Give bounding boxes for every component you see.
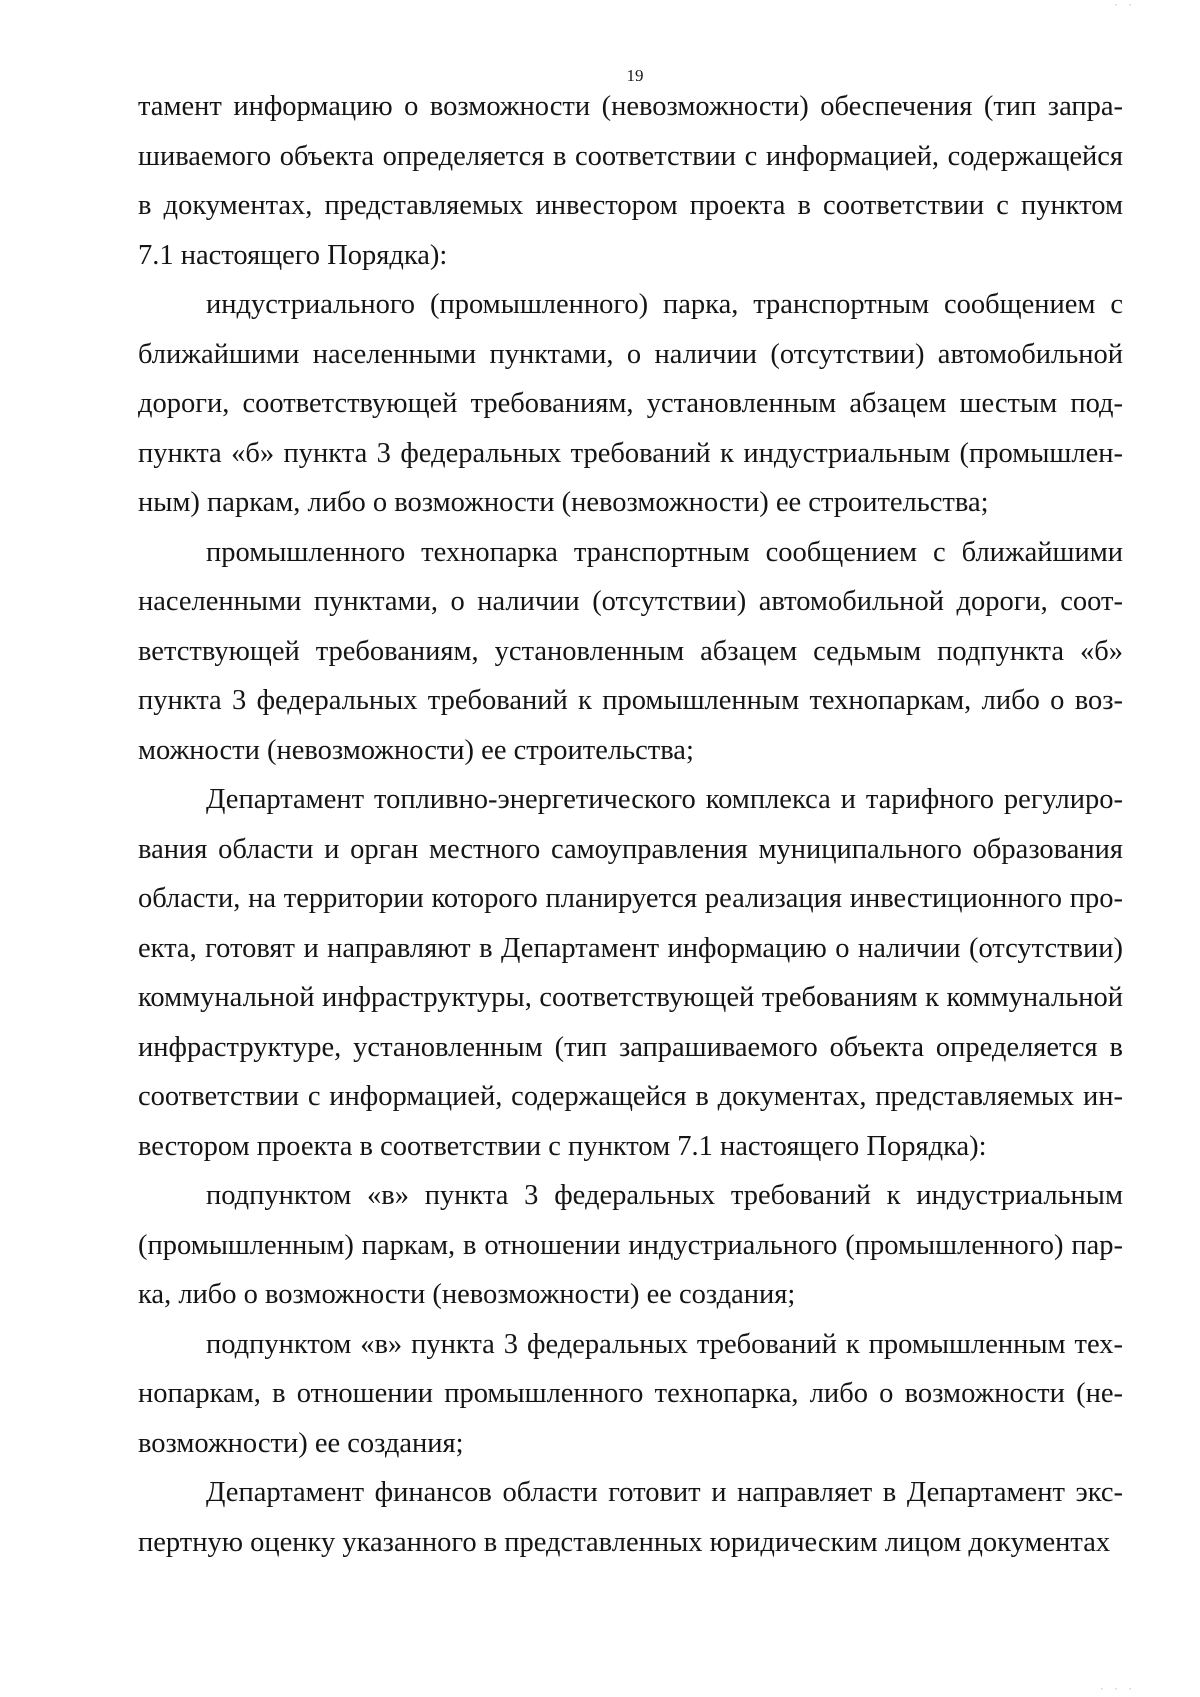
page-number: 19: [626, 66, 644, 85]
paragraph-continuation: тамент информацию о возможности (невозможности) обеспечения (тип запрашиваемого объекта определяется в соответствии с информацией, содержащейся в документах, представляемых инвестором проекта в соответствии с пунктом 7.1 настоящего Порядка):: [138, 91, 1123, 271]
paragraph-technopark-utilities: подпунктом «в» пункта 3 федеральных требований к промышленным технопаркам, в отношении промышленного технопарка, либо о возможности (невозможности) ее создания;: [138, 1328, 1123, 1459]
page-body: [138, 82, 1123, 1567]
paragraph-finance-department: Департамент финансов области готовит и направляет в Департамент экспертную оценку указанного в представленных юридическим лицом документах: [138, 1477, 1123, 1558]
paragraph-energy-department: Департамент топливно-энергетического комплекса и тарифного регулирования области и орган местного самоуправления муниципального образования области, на территории которого планируется реализация инвестиционного проекта, готовят и направляют в Департамент информацию о наличии (отсутствии) коммунальной инфраструктуры, соответствующей требованиям к коммунальной инфраструктуре, установленным (тип запрашиваемого объекта определяется в соответствии с информацией, содержащейся в документах, представляемых инвестором проекта в соответствии с пунктом 7.1 настоящего Порядка):: [138, 784, 1123, 1162]
paragraph-industrial-park-road: индустриального (промышленного) парка, транспортным сообщением с ближайшими населенными пунктами, о наличии (отсутствии) автомобильной дороги, соответствующей требованиям, установленным абзацем шестым подпункта «б» пункта 3 федеральных требований к индустриальным (промышленным) паркам, либо о возможности (невозможности) ее строительства;: [138, 289, 1123, 518]
paragraph-technopark-road: промышленного технопарка транспортным сообщением с ближайшими населенными пунктами, о наличии (отсутствии) автомобильной дороги, соответствующей требованиям, установленным абзацем седьмым подпункта «б» пункта 3 федеральных требований к промышленным технопаркам, либо о возможности (невозможности) ее строительства;: [138, 536, 1123, 766]
scan-edge-mark: · · ·: [1098, 1684, 1134, 1695]
scan-edge-mark: · ·: [1112, 0, 1134, 11]
paragraph-industrial-park-utilities: подпунктом «в» пункта 3 федеральных требований к индустриальным (промышленным) паркам, в отношении индустриального (промышленного) парка, либо о возможности (невозможности) ее создания;: [138, 1180, 1123, 1310]
